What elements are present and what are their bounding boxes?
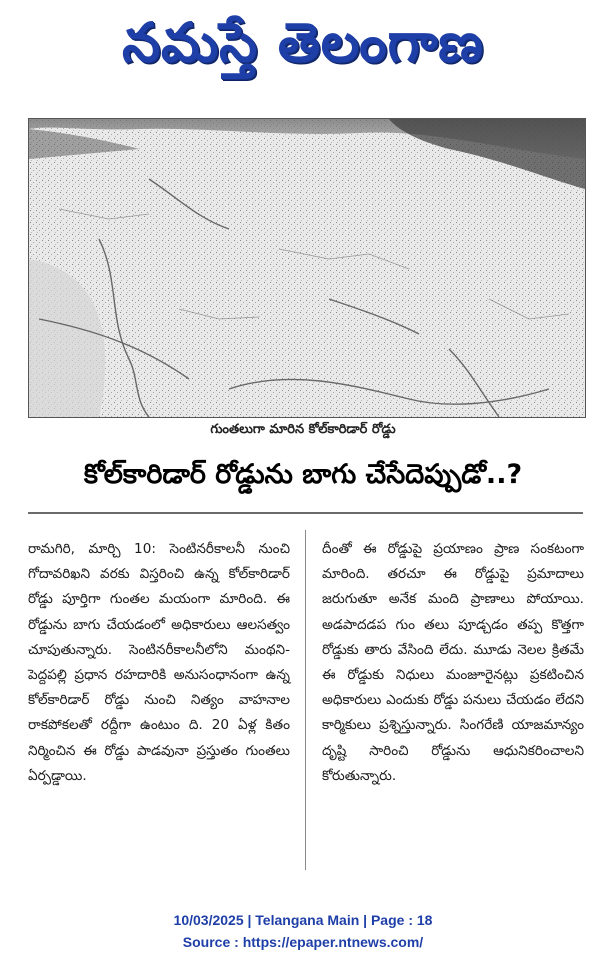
headline-divider <box>28 512 583 514</box>
footer-source-link[interactable]: Source : https://epaper.ntnews.com/ <box>182 934 424 950</box>
article-headline: కోల్‌కారిడార్ రోడ్డును బాగు చేసేదెప్పుడో..? <box>83 459 523 490</box>
masthead-title: నమస్తే తెలంగాణ <box>122 11 484 74</box>
photo-caption: గుంతలుగా మారిన కోల్‌కారిడార్ రోడ్డు <box>210 422 396 437</box>
footer-edition-info: 10/03/2025 | Telangana Main | Page : 18 <box>173 912 433 928</box>
article-column-left: రామగిరి, మార్చి 10: సెంటినరీకాలనీ నుంచి గోదావరిఖని వరకు విస్తరించి ఉన్న కోల్‌కారిడార్ రోడ్డు పూర్తిగా గుంతల మయంగా మారింది. ఈ రోడ్డును బాగు చేయడంలో అధికారులు ఆలసత్వం చూపుతున్నారు. సెంటినరీకాలనీలోని మంథని-పెద్దపల్లి ప్రధాన రహదారికి అనుసంధానంగా ఉన్న కోల్‌కారిడార్ రోడ్డు నుంచి నిత్యం వాహనాల రాకపోకలతో రద్దీగా ఉంటుం ది. 20 ఏళ్ల కితం నిర్మించిన ఈ రోడ్డు పాడవునా ప్రస్తుతం గుంతలు ఏర్పడ్డాయి. <box>28 541 290 784</box>
column-divider <box>305 530 306 870</box>
article-column-right: దీంతో ఈ రోడ్డుపై ప్రయాణం ప్రాణ సంకటంగా మారింది. తరచూ ఈ రోడ్డుపై ప్రమాదాలు జరుగుతూ అనేక మంది ప్రాణాలు పోయాయి. అడపాదడప గుం తలు పూడ్చడం తప్ప కొత్తగా రోడ్డుకు తారు వేసింది లేదు. మూడు నెలల క్రితమే ఈ రోడ్డుకు నిధులు మంజూరైనట్లు ప్రకటించిన అధికారులు ఎందుకు రోడ్డు పనులు చేయడం లేదని కార్మికులు ప్రశ్నిస్తున్నారు. సింగరేణి యాజమాన్యం దృష్టి సారించి రోడ్డును ఆధునికరించాలని కోరుతున్నారు. <box>322 541 584 784</box>
article-photo <box>28 118 586 418</box>
newspaper-masthead <box>0 4 606 82</box>
road-photo-graphic <box>29 119 585 417</box>
